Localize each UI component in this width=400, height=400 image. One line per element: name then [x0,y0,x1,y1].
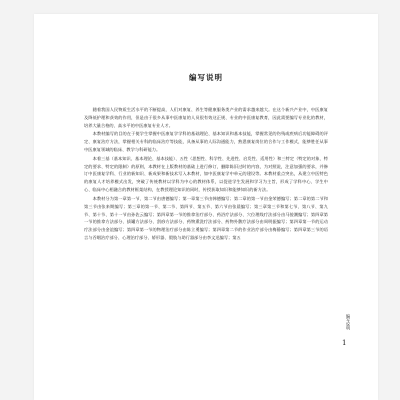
book-page [34,14,378,400]
body-text [84,106,328,243]
page-title: 编写说明 [189,73,223,82]
side-section-tab: 编写说明 [346,314,351,330]
page-number: 1 [342,339,347,347]
paragraph: 本着三基（基本知识、基本理论、基本技能）、五性（思想性、科学性、先进性、启发性、适用性）和三特定（特定的对象、特定的要求、特定的限制）的原则，本教材在上版教材的基础上进行修订，删除陈旧过时的内容，为对照说，注意加强的要求，并修订中医康复学科、行业的新知识、新成果和新技术写入本教材，如中医康复学中单元的建设等。本教材重点突出，从建立中医特色的康复人才培养模式出发，突破了传统教材以学科为中心的教材体系，以促进学生发展和学习为主旨，形成了学科中心、学生中心、临床中心相融合的教材框架结构，在教授理论知识的同时，传授获取知识和能够知识的新方法。 [84,155,328,193]
paragraph: 随着我国人民物质生活水平的不断提高，人们对康复、养生等健康服务类产业的需求越来越大。在这个新兴产业中，中医康复及降低护理和获效的作用，但是由于很多从事中医康复的人员很有效这正规、专业的中医康复教育，因此需要编写专业化的教材，培养大量合格的、高水平的中医康复专业人才。 [84,107,328,128]
paragraph: 本教材编写的目的在于使学生掌握中医康复学学科的基础理论、基本知识和基本技能，掌握常见的伤残或疾病后功能障碍的评定、康复治疗方法，掌握相关专科的临床治疗等技能，具备从事的人际沟通能力，熟悉康复岗位的合作与工作模式，能够胜任从事中医康复领域的临床、教学与科研能力。 [84,131,328,153]
paragraph: 本教材分为第一章第一节、第二节由唐德编写；第一章第三节由韩德编写；第二章的第一节由金荣德编写；第二章的第二节和第三节由张来期编写；第三章的第一节、第二节、第四节、第五节、第六节由张晨编写；第三章第三节和第七节、第八节、第九节、第十节、第十一节由孙佐云编写；第四章第一节的推拿治疗部分、药浴疗法部分、穴位理线疗法部分由马骏潮编写；第四章第一节的推拿方法部分、拔罐方法部分、刮痧方法部分、药物熏洗疗法部分、药物外敷疗法部分由周明振编写；第四章第一节的运动疗法部分由金谊编写；第四章第一节的物理治疗部分由陈立勇编写；第四章第二节的作业治疗部分由梅静编写；第四章第三节的语言与吞咽治疗部分、心理治疗部分、矫形器、假肢与助行器部分由李文迅编写；第五 [84,195,328,241]
